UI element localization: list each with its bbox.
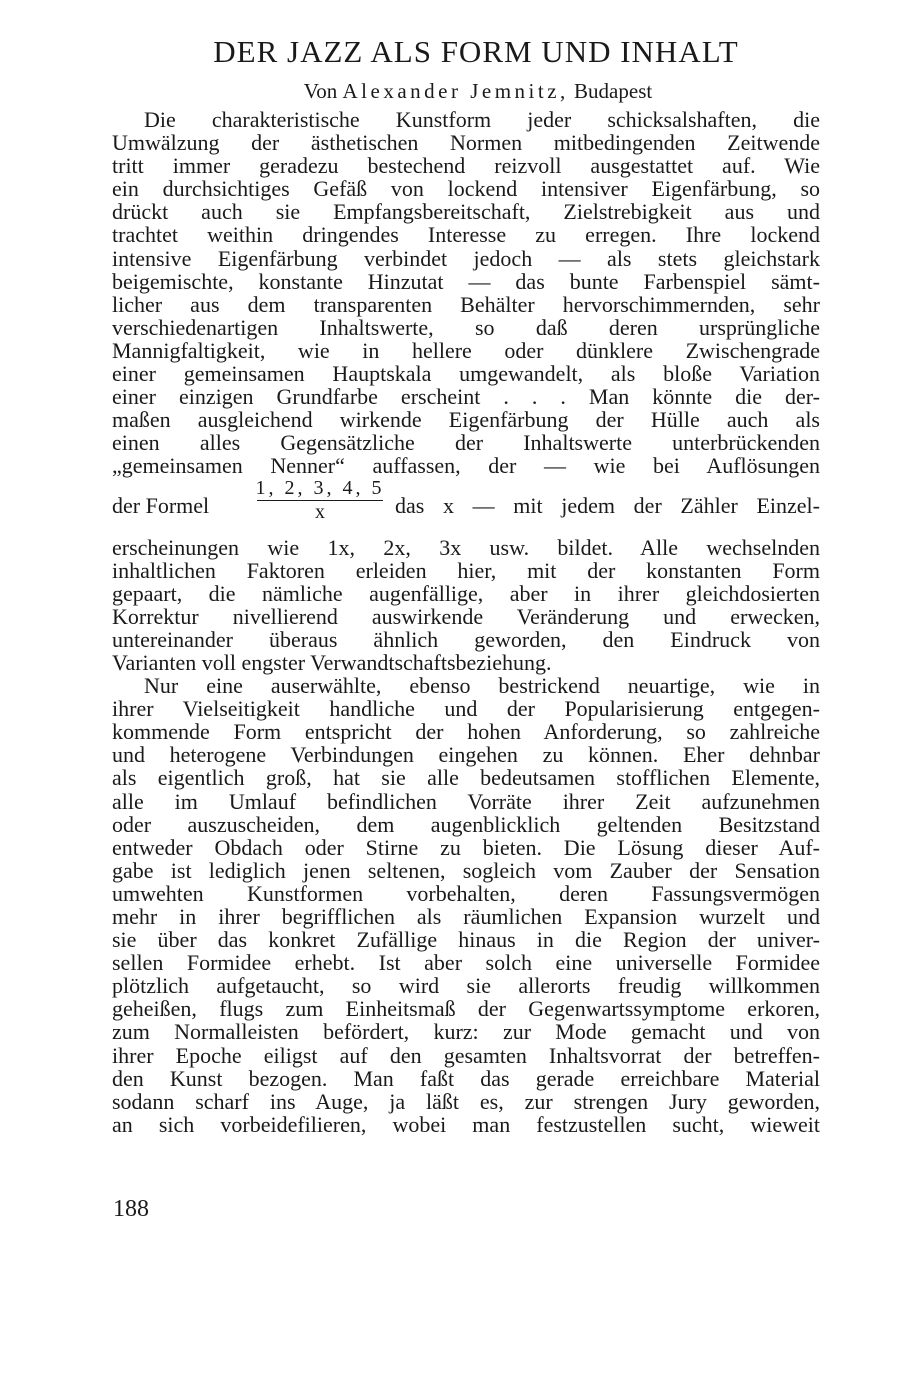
text-line: geheißen, flugs zum Einheitsmaß der Gegenwartssymptome erkoren, <box>112 996 820 1022</box>
text-line: sodann scharf ins Auge, ja läßt es, zur strengen Jury geworden, <box>112 1088 820 1114</box>
text-line: als eigentlich groß, hat sie alle bedeutsamen stofflichen Elemente, <box>112 765 820 791</box>
text-line: alle im Umlauf befindlichen Vorräte ihrer Zeit aufzunehmen <box>112 788 820 814</box>
page-number: 188 <box>113 1196 149 1222</box>
text-line: sie über das konkret Zufällige hinaus in die Region der univer- <box>112 927 820 953</box>
text-line: sellen Formidee erhebt. Ist aber solch eine universelle Formidee <box>112 950 820 976</box>
text-line: beigemischte, konstante Hinzutat — das bunte Farbenspiel sämt- <box>112 268 820 294</box>
text-line: an sich vorbeidefilieren, wobei man festzustellen sucht, wieweit <box>112 1111 820 1137</box>
text-line: „gemeinsamen Nenner“ auffassen, der — wie bei Auflösungen <box>112 453 820 479</box>
text-line: verschiedenartigen Inhaltswerte, so daß deren ursprüngliche <box>112 314 820 340</box>
text-line: licher aus dem transparenten Behälter hervorschimmernden, sehr <box>112 291 820 317</box>
text-line: Korrektur nivellierend auswirkende Veränderung und erwecken, <box>112 603 820 629</box>
text-line: inhaltlichen Faktoren erleiden hier, mit der konstanten Form <box>112 557 820 583</box>
paragraph-1 <box>112 108 820 674</box>
text-line: intensive Eigenfärbung verbindet jedoch — als stets gleichstark <box>112 245 820 271</box>
text-line: einer gemeinsamen Hauptskala umgewandelt, als bloße Variation <box>112 361 820 387</box>
text-line: einer einzigen Grundfarbe erscheint . . . Man könnte die der- <box>112 384 820 410</box>
text-line: gepaart, die nämliche augenfällige, aber in ihrer gleichdosierten <box>112 580 820 606</box>
text-line: kommende Form entspricht der hohen Anforderung, so zahlreiche <box>112 719 820 745</box>
text-line: plötzlich aufgetaucht, so wird sie allerorts freudig willkommen <box>112 973 820 999</box>
text-line: Mannigfaltigkeit, wie in hellere oder dünklere Zwischengrade <box>112 337 820 363</box>
text-line: Varianten voll engster Verwandtschaftsbeziehung. <box>112 649 552 675</box>
text-line: erscheinungen wie 1x, 2x, 3x usw. bildet. Alle wechselnden <box>112 534 820 560</box>
paragraph-2 <box>112 674 820 1136</box>
byline-prefix: Von <box>303 79 338 103</box>
text-line: ihrer Epoche eiligst auf den gesamten Inhaltsvorrat der betreffen- <box>112 1042 820 1068</box>
article-byline <box>124 74 832 108</box>
author-city: Budapest <box>574 79 653 103</box>
text-line: gabe ist lediglich jenen seltenen, sogleich vom Zauber der Sensation <box>112 857 820 883</box>
text-line: drückt auch sie Empfangsbereitschaft, Zielstrebigkeit aus und <box>112 199 820 225</box>
text-line: zum Normalleisten befördert, kurz: zur Mode gemacht und von <box>112 1019 820 1045</box>
text-line: den Kunst bezogen. Man faßt das gerade erreichbare Material <box>112 1065 820 1091</box>
author-name: Alexander Jemnitz, <box>342 79 569 103</box>
text-line: umwehten Kunstformen vorbehalten, deren Fassungsvermögen <box>112 880 820 906</box>
text-line: einen alles Gegensätzliche der Inhaltswerte unterbrückenden <box>112 430 820 456</box>
text-line: untereinander überaus ähnlich geworden, den Eindruck von <box>112 626 820 652</box>
text-line: tritt immer geradezu bestechend reizvoll ausgestattet auf. Wie <box>112 153 820 179</box>
text-line: entweder Obdach oder Stirne zu bieten. Die Lösung dieser Auf- <box>112 834 820 860</box>
text-line: trachtet weithin dringendes Interesse zu erregen. Ihre lockend <box>112 222 820 248</box>
article-title: DER JAZZ ALS FORM UND INHALT <box>213 34 739 69</box>
fraction-numerator: 1, 2, 3, 4, 5 <box>255 476 385 499</box>
formula-suffix: das x — mit jedem der Zähler Einzel- <box>395 492 820 518</box>
page-content <box>112 30 820 1136</box>
text-line: Umwälzung der ästhetischen Normen mitbedingenden Zeitwende <box>112 130 820 156</box>
paragraph-1-lines-after-formula <box>112 536 820 675</box>
text-line: und heterogene Verbindungen eingehen zu können. Eher dehnbar <box>112 742 820 768</box>
text-line: maßen ausgleichend wirkende Eigenfärbung der Hülle auch als <box>112 407 820 433</box>
formula-line <box>112 476 820 536</box>
fraction <box>255 476 385 523</box>
fraction-denominator: x <box>315 500 325 523</box>
text-line: oder auszuscheiden, dem augenblicklich geltenden Besitzstand <box>112 811 820 837</box>
formula-prefix: der Formel <box>112 492 210 518</box>
text-line: Nur eine auserwählte, ebenso bestrickend neuartige, wie in <box>144 673 820 699</box>
paragraph-1-lines-before-formula <box>112 108 820 478</box>
text-line: ein durchsichtiges Gefäß von lockend intensiver Eigenfärbung, so <box>112 176 820 202</box>
text-line: Die charakteristische Kunstform jeder schicksalshaften, die <box>144 107 820 132</box>
text-line: ihrer Vielseitigkeit handliche und der Popularisierung entgegen- <box>112 696 820 722</box>
text-line: mehr in ihrer begrifflichen als räumlichen Expansion wurzelt und <box>112 904 820 929</box>
